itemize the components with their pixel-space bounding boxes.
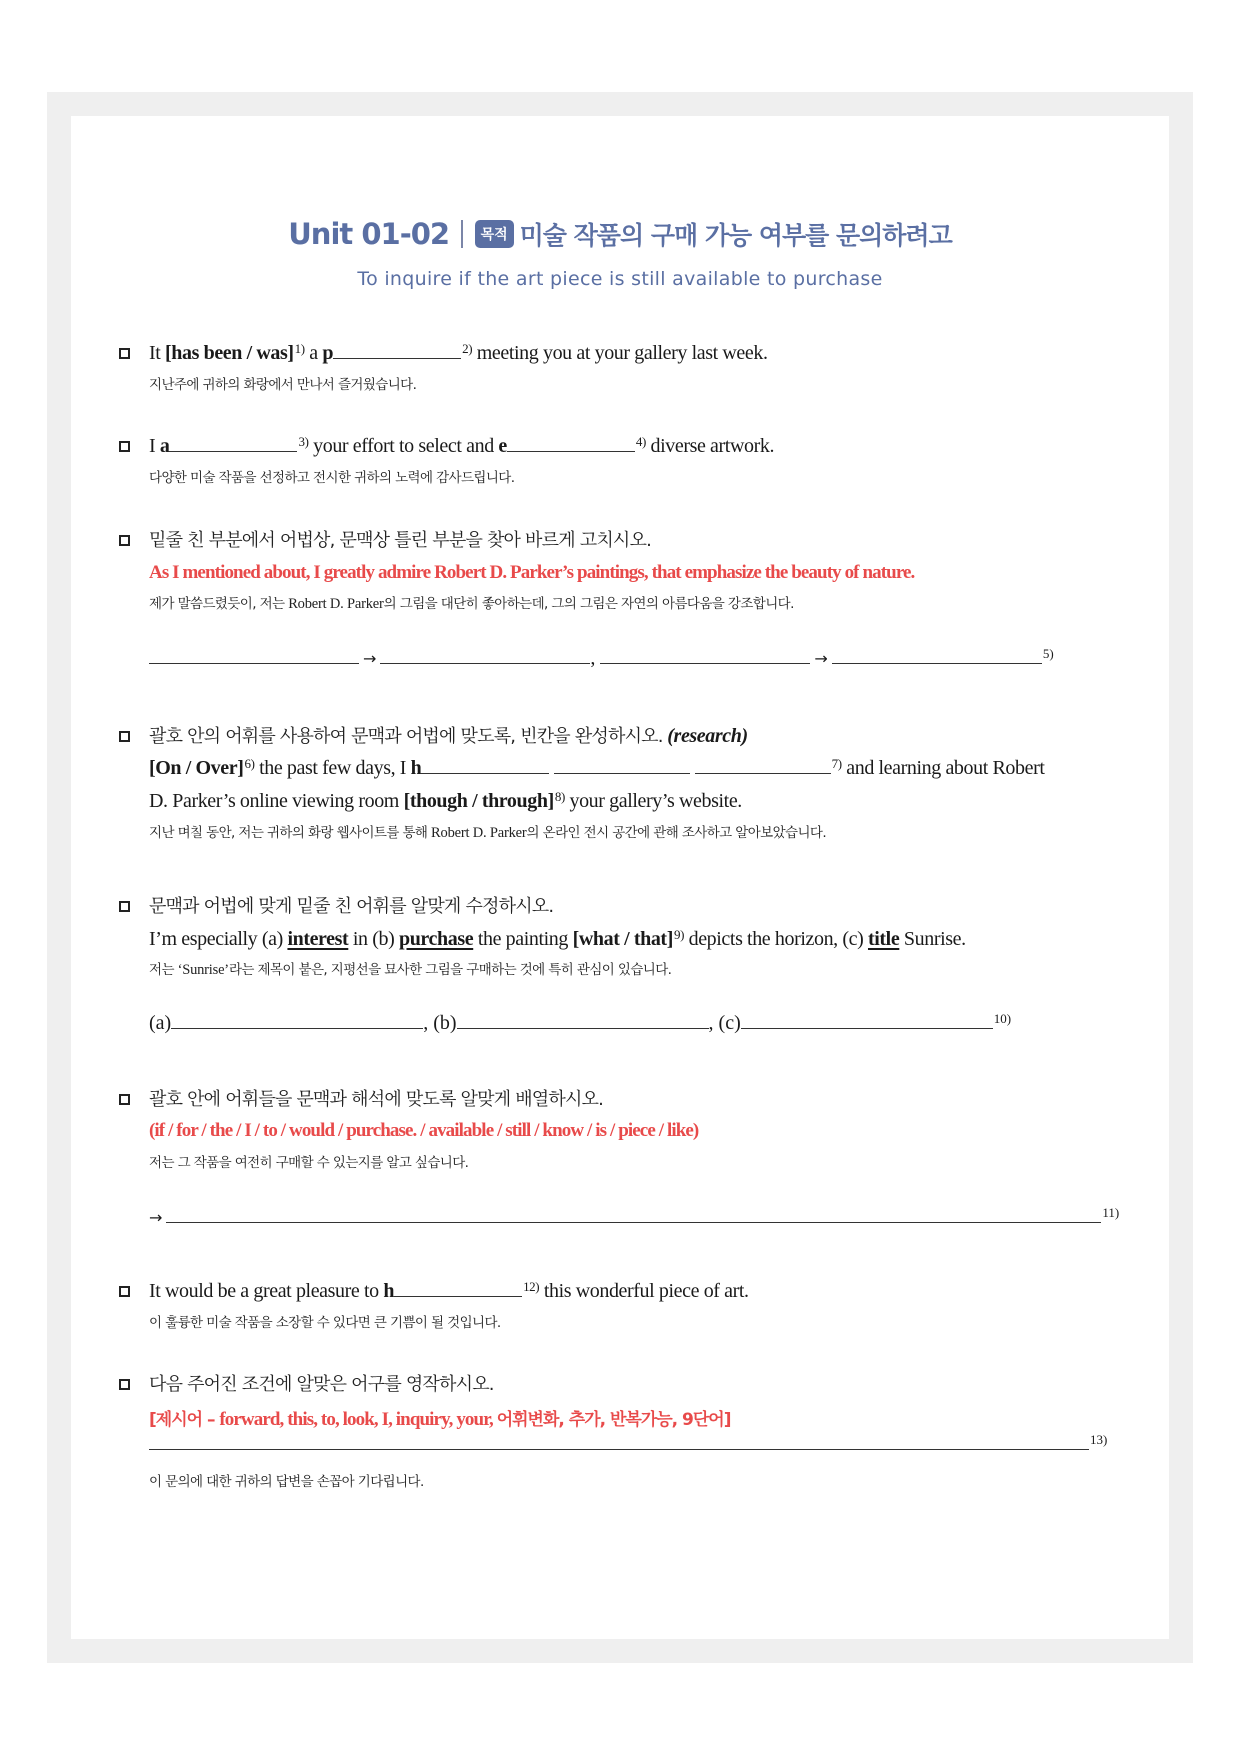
question-sentence-line2: D. Parker’s online viewing room [though / through]$^{8)}$ your gallery’s website. — [149, 789, 742, 812]
checkbox-icon[interactable] — [119, 731, 130, 742]
answer-blank[interactable] — [380, 647, 590, 664]
checkbox-icon[interactable] — [119, 1286, 130, 1297]
checkbox-icon[interactable] — [119, 348, 130, 359]
translation: 지난주에 귀하의 화랑에서 만나서 즐거웠습니다. — [149, 377, 417, 393]
question-sentence: It [has been / was]$^{1)}$ a p $^{2)}$ meeting you at your gallery last week. — [149, 341, 768, 364]
answer-row: (a) , (b) , (c) $^{10)}$ — [149, 1011, 1012, 1034]
checkbox-icon[interactable] — [119, 1379, 130, 1390]
error-sentence: As I mentioned about, I greatly admire Robert D. Parker’s paintings, that emphasize the beauty of nature. — [149, 562, 915, 583]
conditions: [제시어 – forward, this, to, look, I, inquiry, your, 어휘변화, 추가, 반복가능, 9단어] — [149, 1409, 731, 1430]
page-title — [71, 216, 1169, 252]
translation: 저는 ‘Sunrise’라는 제목이 붙은, 지평선을 묘사한 그림을 구매하는 것에 특히 관심이 있습니다. — [149, 962, 672, 978]
answer-blank[interactable] — [171, 1012, 423, 1029]
translation: 제가 말씀드렸듯이, 저는 Robert D. Parker의 그림을 대단히 좋아하는데, 그의 그림은 자연의 아름다움을 강조합니다. — [149, 596, 794, 612]
answer-blank[interactable] — [421, 757, 549, 774]
translation: 지난 며칠 동안, 저는 귀하의 화랑 웹사이트를 통해 Robert D. Parker의 온라인 전시 공간에 관해 조사하고 알아보았습니다. — [149, 825, 827, 841]
arrow-icon: → — [363, 649, 377, 668]
subtitle-english: To inquire if the art piece is still available to purchase — [357, 268, 883, 290]
question-sentence: It would be a great pleasure to h $^{12)}$ this wonderful piece of art. — [149, 1279, 749, 1302]
answer-blank[interactable] — [554, 757, 690, 774]
answer-blank[interactable] — [149, 1433, 1089, 1450]
answer-blank[interactable] — [169, 435, 297, 452]
title-korean: 미술 작품의 구매 가능 여부를 문의하려고 — [519, 221, 952, 250]
checkbox-icon[interactable] — [119, 535, 130, 546]
word-bank: (if / for / the / I / to / would / purchase. / available / still / know / is / piece / like) — [149, 1120, 699, 1141]
answer-blank[interactable] — [695, 757, 831, 774]
unit-label: Unit 01-02 — [288, 217, 450, 251]
keyword: (research) — [667, 725, 748, 747]
checkbox-icon[interactable] — [119, 441, 130, 452]
translation: 저는 그 작품을 여전히 구매할 수 있는지를 알고 싶습니다. — [149, 1155, 469, 1171]
answer-blank[interactable] — [600, 647, 810, 664]
answer-blank[interactable] — [166, 1206, 1101, 1223]
instruction: 괄호 안에 어휘들을 문맥과 해석에 맞도록 알맞게 배열하시오. — [149, 1089, 604, 1110]
instruction: 다음 주어진 조건에 알맞은 어구를 영작하시오. — [149, 1374, 494, 1395]
answer-blank[interactable] — [507, 435, 635, 452]
instruction: 밑줄 친 부분에서 어법상, 문맥상 틀린 부분을 찾아 바르게 고치시오. — [149, 530, 652, 551]
answer-row: → $^{11)}$ — [149, 1205, 1120, 1227]
translation: 이 문의에 대한 귀하의 답변을 손꼽아 기다립니다. — [149, 1474, 424, 1490]
instruction: 문맥과 어법에 맞게 밑줄 친 어휘를 알맞게 수정하시오. — [149, 896, 554, 917]
question-sentence: I’m especially (a) interest in (b) purchase the painting [what / that]$^{9)}$ depicts the horizon, (c) title Sunrise. — [149, 927, 966, 950]
checkbox-icon[interactable] — [119, 1094, 130, 1105]
checkbox-icon[interactable] — [119, 901, 130, 912]
answer-blank[interactable] — [457, 1012, 709, 1029]
question-sentence-line1: [On / Over]$^{6)}$ the past few days, I h $^{7)}$ and learning about Robert — [149, 756, 1045, 779]
translation: 이 훌륭한 미술 작품을 소장할 수 있다면 큰 기쁨이 될 것입니다. — [149, 1315, 501, 1331]
arrow-icon: → — [149, 1208, 163, 1227]
translation: 다양한 미술 작품을 선정하고 전시한 귀하의 노력에 감사드립니다. — [149, 470, 515, 486]
answer-blank[interactable] — [333, 342, 461, 359]
title-divider — [461, 220, 463, 248]
worksheet-page — [71, 116, 1169, 1639]
answer-blank[interactable] — [149, 647, 359, 664]
answer-row: → , → $^{5)}$ — [149, 646, 1054, 670]
answer-row: 13) — [149, 1432, 1107, 1456]
answer-blank[interactable] — [741, 1012, 993, 1029]
choice-bracket: [has been / was] — [165, 342, 294, 364]
answer-blank[interactable] — [394, 1280, 522, 1297]
question-sentence: I a $^{3)}$ your effort to select and e $^{4)}$ diverse artwork. — [149, 434, 775, 457]
instruction: 괄호 안의 어휘를 사용하여 문맥과 어법에 맞도록, 빈칸을 완성하시오. (research) — [149, 725, 748, 747]
arrow-icon: → — [814, 649, 828, 668]
purpose-badge: 목적 — [475, 220, 514, 248]
answer-blank[interactable] — [832, 647, 1042, 664]
